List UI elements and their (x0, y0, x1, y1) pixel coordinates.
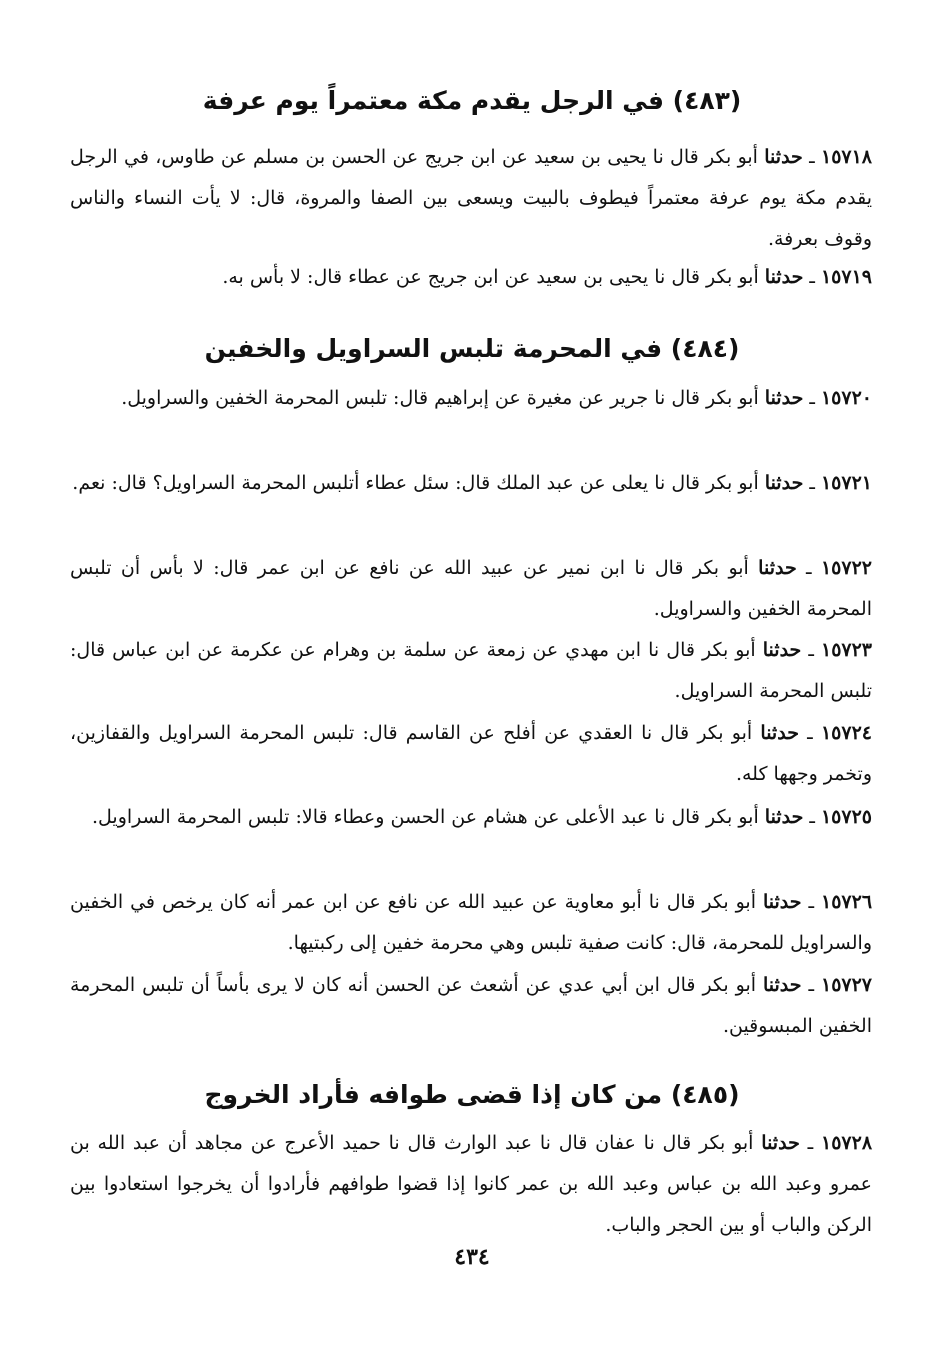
hadith-text: أبو بكر قال نا يحيى بن سعيد عن ابن جريج عن الحسن بن مسلم عن طاوس، في الرجل يقدم مكة يوم عرفة معتمراً فيطوف بالبيت ويسعى بين الصفا والمروة، قال: لا يأت النساء والناس وقوف بعرفة. (70, 146, 872, 250)
hadith-opener: حدثنا (764, 806, 804, 828)
hadith-opener: حدثنا (762, 891, 802, 913)
hadith-15725: ١٥٧٢٥ ـ حدثنا أبو بكر قال نا عبد الأعلى عن هشام عن الحسن وعطاء قالا: تلبس المحرمة السراويل. (91, 806, 872, 828)
hadith-15727: ١٥٧٢٧ ـ حدثنا أبو بكر قال ابن أبي عدي عن أشعث عن الحسن أنه كان لا يرى بأساً أن تلبس المحرمة الخفين المبسوقين. (70, 974, 873, 1037)
chapter-heading-483: (٤٨٣) في الرجل يقدم مكة معتمراً يوم عرفة (202, 86, 742, 115)
hadith-number: ١٥٧٢٤ (820, 722, 872, 744)
hadith-opener: حدثنا (762, 974, 802, 996)
hadith-15726: ١٥٧٢٦ ـ حدثنا أبو بكر قال نا أبو معاوية عن عبيد الله عن نافع عن ابن عمر أنه كان يرخص في الخفين والسراويل للمحرمة، قال: كانت صفية تلبس وهي محرمة خفين إلى ركبتيها. (70, 891, 873, 954)
hadith-opener: حدثنا (764, 472, 804, 494)
hadith-opener: حدثنا (760, 722, 799, 744)
hadith-opener: حدثنا (762, 639, 802, 661)
hadith-15728: ١٥٧٢٨ ـ حدثنا أبو بكر قال نا عفان قال نا عبد الوارث قال نا حميد الأعرج عن مجاهد أن عبد الله بن عمرو وعبد الله بن عباس وعبد الله بن عمر كانوا إذا قضوا طوافهم فأرادوا أن يخرجوا استعادوا بين الركن والباب أو بين الحجر والباب. (70, 1132, 873, 1236)
hadith-number: ١٥٧٢٢ (820, 557, 872, 579)
hadith-15724: ١٥٧٢٤ ـ حدثنا أبو بكر قال نا العقدي عن أفلح عن القاسم قال: تلبس المحرمة السراويل والقفازين، وتخمر وجهها كله. (70, 722, 872, 785)
hadith-number: ١٥٧٢٧ (820, 974, 873, 996)
hadith-text: أبو بكر قال نا ابن نمير عن عبيد الله عن نافع عن ابن عمر قال: لا بأس أن تلبس المحرمة الخفين والسراويل. (70, 557, 872, 620)
hadith-text: أبو بكر قال ابن أبي عدي عن أشعث عن الحسن أنه كان لا يرى بأساً أن تلبس المحرمة الخفين المبسوقين. (70, 974, 872, 1037)
hadith-text: أبو بكر قال نا أبو معاوية عن عبيد الله عن نافع عن ابن عمر أنه كان يرخص في الخفين والسراويل للمحرمة، قال: كانت صفية تلبس وهي محرمة خفين إلى ركبتيها. (70, 891, 872, 954)
hadith-15723: ١٥٧٢٣ ـ حدثنا أبو بكر قال نا ابن مهدي عن زمعة عن سلمة بن وهرام عن عكرمة عن ابن عباس قال: تلبس المحرمة السراويل. (70, 639, 873, 702)
hadith-text: أبو بكر قال نا العقدي عن أفلح عن القاسم قال: تلبس المحرمة السراويل والقفازين، وتخمر وجهها كله. (70, 722, 872, 785)
hadith-15721: ١٥٧٢١ ـ حدثنا أبو بكر قال نا يعلى عن عبد الملك قال: سئل عطاء أتلبس المحرمة السراويل؟ قال: نعم. (72, 472, 872, 494)
hadith-15720: ١٥٧٢٠ ـ حدثنا أبو بكر قال نا جرير عن مغيرة عن إبراهيم قال: تلبس المحرمة الخفين والسراويل. (121, 387, 872, 409)
hadith-number: ١٥٧١٩ (820, 266, 872, 288)
hadith-text: أبو بكر قال نا ابن مهدي عن زمعة عن سلمة بن وهرام عن عكرمة عن ابن عباس قال: تلبس المحرمة السراويل. (70, 639, 872, 702)
hadith-opener: حدثنا (758, 557, 797, 579)
hadith-text: أبو بكر قال نا عفان قال نا عبد الوارث قال نا حميد الأعرج عن مجاهد أن عبد الله بن عمرو وعبد الله بن عباس وعبد الله بن عمر كانوا إذا قضوا طوافهم فأرادوا أن يخرجوا استعادوا بين الركن والباب أو بين الحجر والباب. (70, 1132, 872, 1236)
hadith-number: ١٥٧٢٨ (821, 1132, 873, 1154)
hadith-15719: ١٥٧١٩ ـ حدثنا أبو بكر قال نا يحيى بن سعيد عن ابن جريج عن عطاء قال: لا بأس به. (222, 266, 872, 288)
hadith-number: ١٥٧٢٣ (820, 639, 873, 661)
hadith-number: ١٥٧٢٠ (820, 387, 872, 409)
hadith-opener: حدثنا (761, 1132, 800, 1154)
page-number: ٤٣٤ (454, 1244, 490, 1270)
hadith-number: ١٥٧١٨ (820, 146, 873, 168)
hadith-number: ١٥٧٢٥ (820, 806, 872, 828)
hadith-text: أبو بكر قال نا جرير عن مغيرة عن إبراهيم قال: تلبس المحرمة الخفين والسراويل. (121, 387, 759, 409)
hadith-text: أبو بكر قال نا يحيى بن سعيد عن ابن جريج عن عطاء قال: لا بأس به. (222, 266, 759, 288)
hadith-15718: ١٥٧١٨ ـ حدثنا أبو بكر قال نا يحيى بن سعيد عن ابن جريج عن الحسن بن مسلم عن طاوس، في الرجل يقدم مكة يوم عرفة معتمراً فيطوف بالبيت ويسعى بين الصفا والمروة، قال: لا يأت النساء والناس وقوف بعرفة. (70, 146, 873, 250)
hadith-15722: ١٥٧٢٢ ـ حدثنا أبو بكر قال نا ابن نمير عن عبيد الله عن نافع عن ابن عمر قال: لا بأس أن تلبس المحرمة الخفين والسراويل. (70, 557, 872, 620)
hadith-opener: حدثنا (764, 266, 804, 288)
hadith-opener: حدثنا (764, 387, 804, 409)
hadith-text: أبو بكر قال نا عبد الأعلى عن هشام عن الحسن وعطاء قالا: تلبس المحرمة السراويل. (91, 806, 759, 828)
chapter-heading-484: (٤٨٤) في المحرمة تلبس السراويل والخفين (204, 334, 740, 363)
hadith-number: ١٥٧٢١ (820, 472, 872, 494)
chapter-heading-485: (٤٨٥) من كان إذا قضى طوافه فأراد الخروج (204, 1080, 740, 1109)
hadith-number: ١٥٧٢٦ (821, 891, 873, 913)
hadith-opener: حدثنا (764, 146, 803, 168)
hadith-text: أبو بكر قال نا يعلى عن عبد الملك قال: سئل عطاء أتلبس المحرمة السراويل؟ قال: نعم. (72, 472, 759, 494)
